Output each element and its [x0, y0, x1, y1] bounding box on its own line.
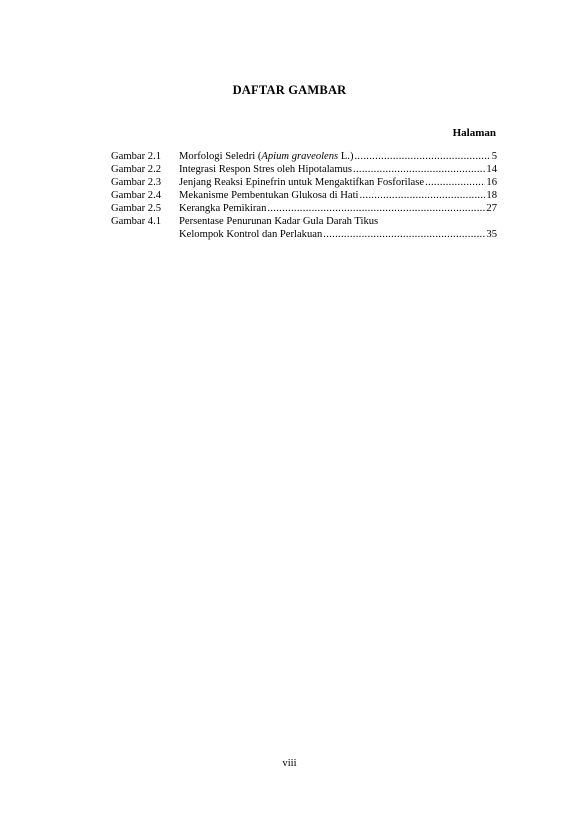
figure-caption-line-1: Persentase Penurunan Kadar Gula Darah Tikus	[179, 216, 379, 227]
page-column-header: Halaman	[452, 127, 496, 139]
page-title: DAFTAR GAMBAR	[232, 83, 347, 97]
caption-part: L.)	[338, 151, 354, 162]
figure-number: Gambar 2.2	[111, 164, 162, 175]
figure-number: Gambar 2.4	[111, 190, 162, 201]
caption-italic: Apium graveolens	[261, 151, 339, 162]
caption-part: Morfologi Seledri (	[179, 151, 262, 162]
figure-caption: Jenjang Reaksi Epinefrin untuk Mengaktifkan Fosforilase	[179, 177, 425, 188]
figure-caption-line-2: Kelompok Kontrol dan Perlakuan	[179, 229, 323, 240]
list-item	[111, 189, 497, 202]
page-ref: 35	[486, 229, 497, 240]
list-item	[111, 215, 497, 241]
dot-leader	[267, 202, 485, 215]
list-item	[111, 202, 497, 215]
dot-leader	[359, 189, 485, 202]
dot-leader	[354, 150, 490, 163]
figure-caption	[179, 150, 353, 163]
dot-leader	[323, 228, 485, 241]
figure-number: Gambar 4.1	[111, 216, 162, 227]
figure-number: Gambar 2.1	[111, 151, 162, 162]
page-number: viii	[282, 758, 297, 769]
figure-caption: Kerangka Pemikiran	[179, 203, 267, 214]
page-ref: 27	[486, 203, 497, 214]
figure-number: Gambar 2.3	[111, 177, 162, 188]
dot-leader	[353, 163, 485, 176]
page-ref: 5	[491, 151, 497, 162]
list-item	[111, 163, 497, 176]
page-ref: 18	[486, 190, 497, 201]
page-ref: 14	[486, 164, 497, 175]
dot-leader	[425, 176, 485, 189]
list-item	[111, 176, 497, 189]
figure-caption: Integrasi Respon Stres oleh Hipotalamus	[179, 164, 353, 175]
figure-list	[111, 150, 497, 241]
figure-caption: Mekanisme Pembentukan Glukosa di Hati	[179, 190, 359, 201]
list-item	[111, 150, 497, 163]
figure-number: Gambar 2.5	[111, 203, 162, 214]
page-ref: 16	[486, 177, 497, 188]
